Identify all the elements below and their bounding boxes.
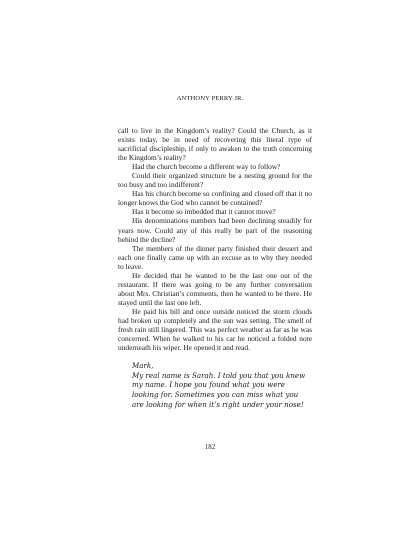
paragraph: He decided that he wanted to be the last one out of the restaurant. If there was going to be any further conversation about Mrs. Christian’s comments, then he wanted to be there. He stayed until the last one left.: [118, 270, 312, 307]
paragraph: call to live in the Kingdom’s reality? Could the Church, as it exists today, be in need of recovering this literal type of sacrificial discipleship, if only to awaken to the truth concerning the Kingdom’s reality?: [118, 126, 312, 163]
paragraph: Has it become so imbedded that it cannot move?: [132, 207, 276, 217]
body-text: [118, 126, 312, 409]
paragraph: His denominations numbers had been declining steadily for years now. Could any of this really be part of the reasoning behind the decline?: [118, 216, 312, 244]
paragraph: Could their organized structure be a nesting ground for the too busy and too indifferent?: [118, 171, 312, 190]
note-greeting: Mark,: [132, 361, 154, 371]
note-message: My real name is Sarah. I told you that you knew my name. I hope you found what you were looking for. Sometimes you can miss what you are looking for when it’s right under your nose!: [132, 370, 306, 409]
handwritten-note: [118, 361, 312, 409]
running-head: ANTHONY PERRY JR.: [176, 95, 244, 102]
paragraph: Had the church become a different way to follow?: [132, 162, 281, 172]
paragraph: He paid his bill and once outside noticed the storm clouds had broken up completely and the sun was setting. The smell of fresh rain still lingered. This was perfect weather as far as he was concerned. When he walked to his car he noticed a folded note underneath his wiper. He opened it and read.: [118, 306, 312, 353]
page-number: 182: [204, 444, 216, 451]
paragraph: The members of the dinner party finished their dessert and each one finally came up with an excuse as to why they needed to leave.: [118, 243, 312, 271]
paragraph: Has his church become so confining and closed off that it no longer knows the God who cannot be contained?: [118, 189, 312, 208]
